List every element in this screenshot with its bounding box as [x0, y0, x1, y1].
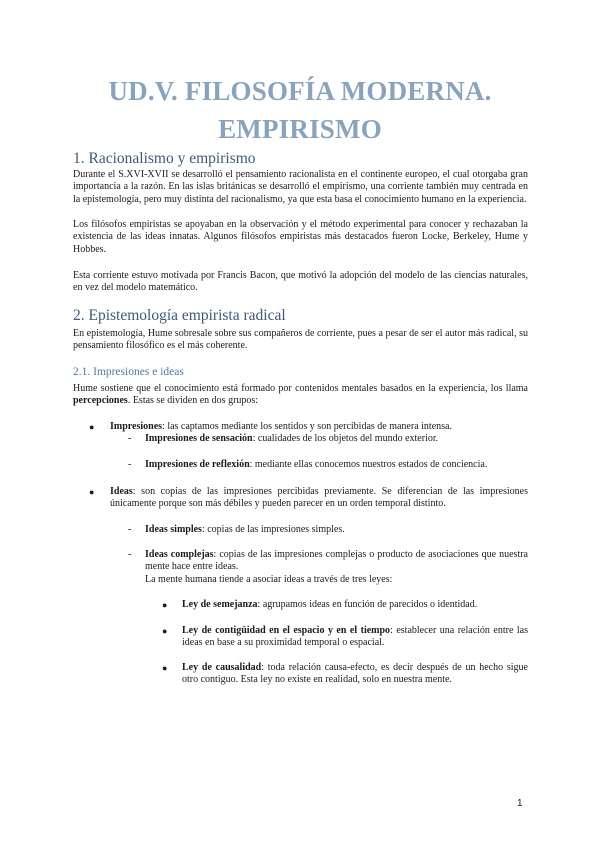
bullet-dot-icon: ●: [89, 422, 95, 432]
ley-term: Ley de causalidad: [182, 662, 262, 673]
bullet-ideas: [110, 486, 528, 511]
ley-semejanza: [182, 599, 528, 611]
bullet-dot-icon: ●: [162, 663, 168, 673]
sub-desc: : copias de las impresiones simples.: [201, 524, 345, 535]
section-1-paragraph-2: Los filósofos empiristas se apoyaban en la observación y el método experimental para conocer y rechazaban la existencia de las ideas innatas. Algunos filósofos empiristas más destacados fueron Locke, Berkeley, Hume y Hobbes.: [73, 219, 528, 255]
bullet-desc: : son copias de las impresiones percibidas previamente. Se diferencian de las impresiones únicamente porque son más débiles y pueden parecer en un orden temporal distinto.: [110, 486, 528, 510]
title-line-2: EMPIRISMO: [218, 114, 382, 144]
intro-term: percepciones: [73, 395, 128, 407]
ley-causalidad: [182, 662, 528, 687]
sub-impresiones-reflexion: [145, 459, 528, 471]
sub-desc: : mediante ellas conocemos nuestros estados de conciencia.: [249, 459, 488, 470]
section-1-paragraph-1: Durante el S.XVI-XVII se desarrolló el pensamiento racionalista en el continente europeo, el cual otorgaba gran importancia a la razón. En las islas británicas se desarrolló el empirismo, una corriente también muy centrada en la epistemología, pero muy distinta del racionalismo, ya que esta basa el conocimiento humano en la experiencia.: [73, 169, 528, 205]
ley-term: Ley de semejanza: [182, 599, 258, 610]
sub-desc: : cualidades de los objetos del mundo exterior.: [252, 433, 439, 444]
sub-desc: : copias de las impresiones complejas o producto de asociaciones que nuestra mente hace entre ideas.: [145, 549, 528, 573]
dash-icon: -: [128, 459, 132, 470]
section-2-paragraph-1: En epistemología, Hume sobresale sobre sus compañeros de corriente, pues a pesar de ser el autor más radical, su pensamiento filosófico es el más coherente.: [73, 328, 528, 352]
page-number: 1: [517, 798, 523, 809]
ley-term: Ley de contigüidad en el espacio y en el tiempo: [182, 625, 391, 636]
ley-desc: : agrupamos ideas en función de parecidos o identidad.: [257, 599, 478, 610]
sub-term: Ideas simples: [145, 524, 202, 535]
bullet-term: Impresiones: [110, 421, 163, 432]
sub-term: Ideas complejas: [145, 549, 214, 560]
section-2-heading: 2. Epistemología empirista radical: [73, 307, 286, 324]
dash-icon: -: [128, 549, 132, 560]
sub-term: Impresiones de reflexión: [145, 459, 250, 470]
section-2-1-heading: 2.1. Impresiones e ideas: [73, 366, 184, 378]
ley-desc: : establecer una relación entre las ideas en base a su proximidad temporal o espacial.: [182, 625, 528, 649]
dash-icon: -: [128, 524, 132, 535]
dash-icon: -: [128, 433, 132, 444]
bullet-term: Ideas: [110, 486, 133, 497]
section-2-1-intro: [73, 383, 528, 408]
intro-text-end: . Estas se dividen en dos grupos:: [127, 395, 259, 407]
sub-ideas-complejas: [145, 549, 528, 574]
title-line-1: UD.V. FILOSOFÍA MODERNA.: [108, 76, 492, 106]
section-1-heading: 1. Racionalismo y empirismo: [73, 150, 256, 167]
sub-impresiones-sensacion: [145, 433, 528, 445]
intro-text: Hume sostiene que el conocimiento está formado por contenidos mentales basados en la experiencia, los llama: [73, 383, 528, 394]
sub-ideas-complejas-extra: La mente humana tiende a asociar ideas a través de tres leyes:: [145, 574, 393, 585]
ley-desc: : toda relación causa-efecto, es decir después de un hecho sigue otro contiguo. Esta ley no existe en realidad, solo en nuestra mente.: [182, 662, 529, 686]
ley-contiguidad: [182, 625, 528, 650]
sub-ideas-simples: [145, 524, 528, 536]
bullet-dot-icon: ●: [162, 600, 168, 610]
bullet-desc: : las captamos mediante los sentidos y son percibidas de manera intensa.: [162, 421, 452, 432]
section-1-paragraph-3: Esta corriente estuvo motivada por Francis Bacon, que motivó la adopción del modelo de las ciencias naturales, en vez del modelo matemático.: [73, 270, 528, 294]
bullet-dot-icon: ●: [89, 487, 95, 497]
bullet-dot-icon: ●: [162, 626, 168, 636]
sub-term: Impresiones de sensación: [145, 433, 253, 444]
bullet-impresiones: [110, 421, 528, 433]
